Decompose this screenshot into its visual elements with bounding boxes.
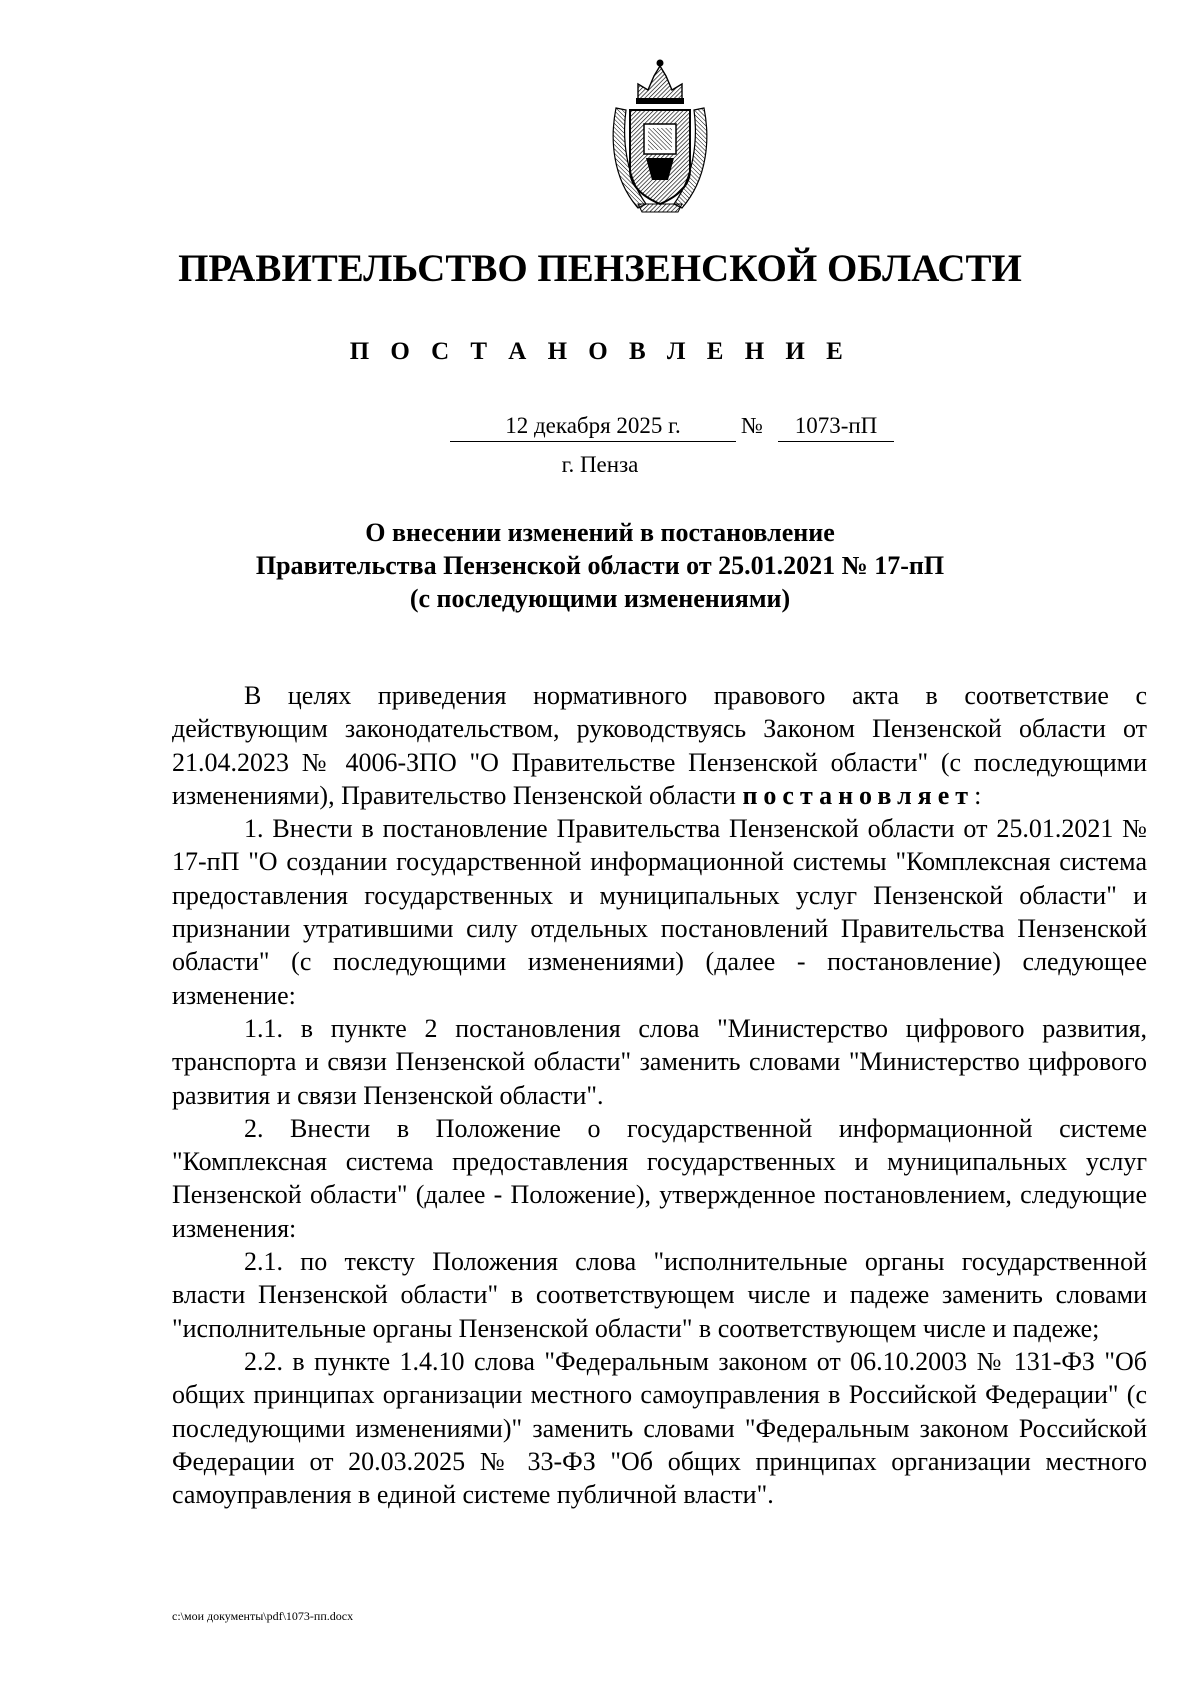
file-path-footer: c:\мои документы\pdf\1073-пп.docx [172,1609,354,1623]
document-heading [0,516,1200,615]
paragraph-1: 1. Внести в постановление Правительства Пензенской области от 25.01.2021 № 17-пП "О создании государственной информационной системы "Комплексная система предоставления государственных и муниципальных услуг Пензенской области" и признании утратившими силу отдельных постановлений Правительства Пензенской области" (с последующими изменениями) (далее - постановление) следующее изменение: [172,814,1147,1010]
heading-line-1: О внесении изменений в постановление [365,518,835,547]
document-date: 12 декабря 2025 г. [450,411,736,442]
number-sign: № [741,413,763,438]
preamble-paragraph [172,679,1147,812]
paragraph-1-1: 1.1. в пункте 2 постановления слова "Министерство цифрового развития, транспорта и связи Пензенской области" заменить словами "Министерство цифрового развития и связи Пензенской области". [172,1013,1147,1110]
city: г. Пенза [561,452,639,477]
resolves-colon: : [974,780,982,810]
document-type: П О С Т А Н О В Л Е Н И Е [349,338,851,365]
document-body [172,679,1147,1511]
org-title: ПРАВИТЕЛЬСТВО ПЕНЗЕНСКОЙ ОБЛАСТИ [178,247,1022,290]
document-number: 1073-пП [778,411,894,442]
resolves-word: постановляет [742,780,975,810]
coat-of-arms-icon [608,58,712,214]
heading-line-2: Правительства Пензенской области от 25.01.2021 № 17-пП [255,551,945,580]
paragraph-2: 2. Внести в Положение о государственной информационной системе "Комплексная система предоставления государственных и муниципальных услуг Пензенской области" (далее - Положение), утвержденное постановлением, следующие изменения: [172,1113,1147,1243]
heading-line-3: (с последующими изменениями) [409,584,791,613]
paragraph-2-1: 2.1. по тексту Положения слова "исполнительные органы государственной власти Пензенской области" в соответствующем числе и падеже заменить словами "исполнительные органы Пензенской области" в соответствующем числе и падеже; [172,1247,1147,1343]
paragraph-2-2: 2.2. в пункте 1.4.10 слова "Федеральным законом от 06.10.2003 № 131-ФЗ "Об общих принципах организации местного самоуправления в Российской Федерации" (с последующими изменениями)" заменить словами "Федеральным законом Российской Федерации от 20.03.2025 № 33-ФЗ "Об общих принципах организации местного самоуправления в единой системе публичной власти". [172,1346,1147,1510]
preamble-text: В целях приведения нормативного правового акта в соответствие с действующим законодательством, руководствуясь Законом Пензенской области от 21.04.2023 № 4006-ЗПО "О Правительстве Пензенской области" (с последующими изменениями), Правительство Пензенской области [172,681,1147,810]
date-number-line [0,411,1200,445]
